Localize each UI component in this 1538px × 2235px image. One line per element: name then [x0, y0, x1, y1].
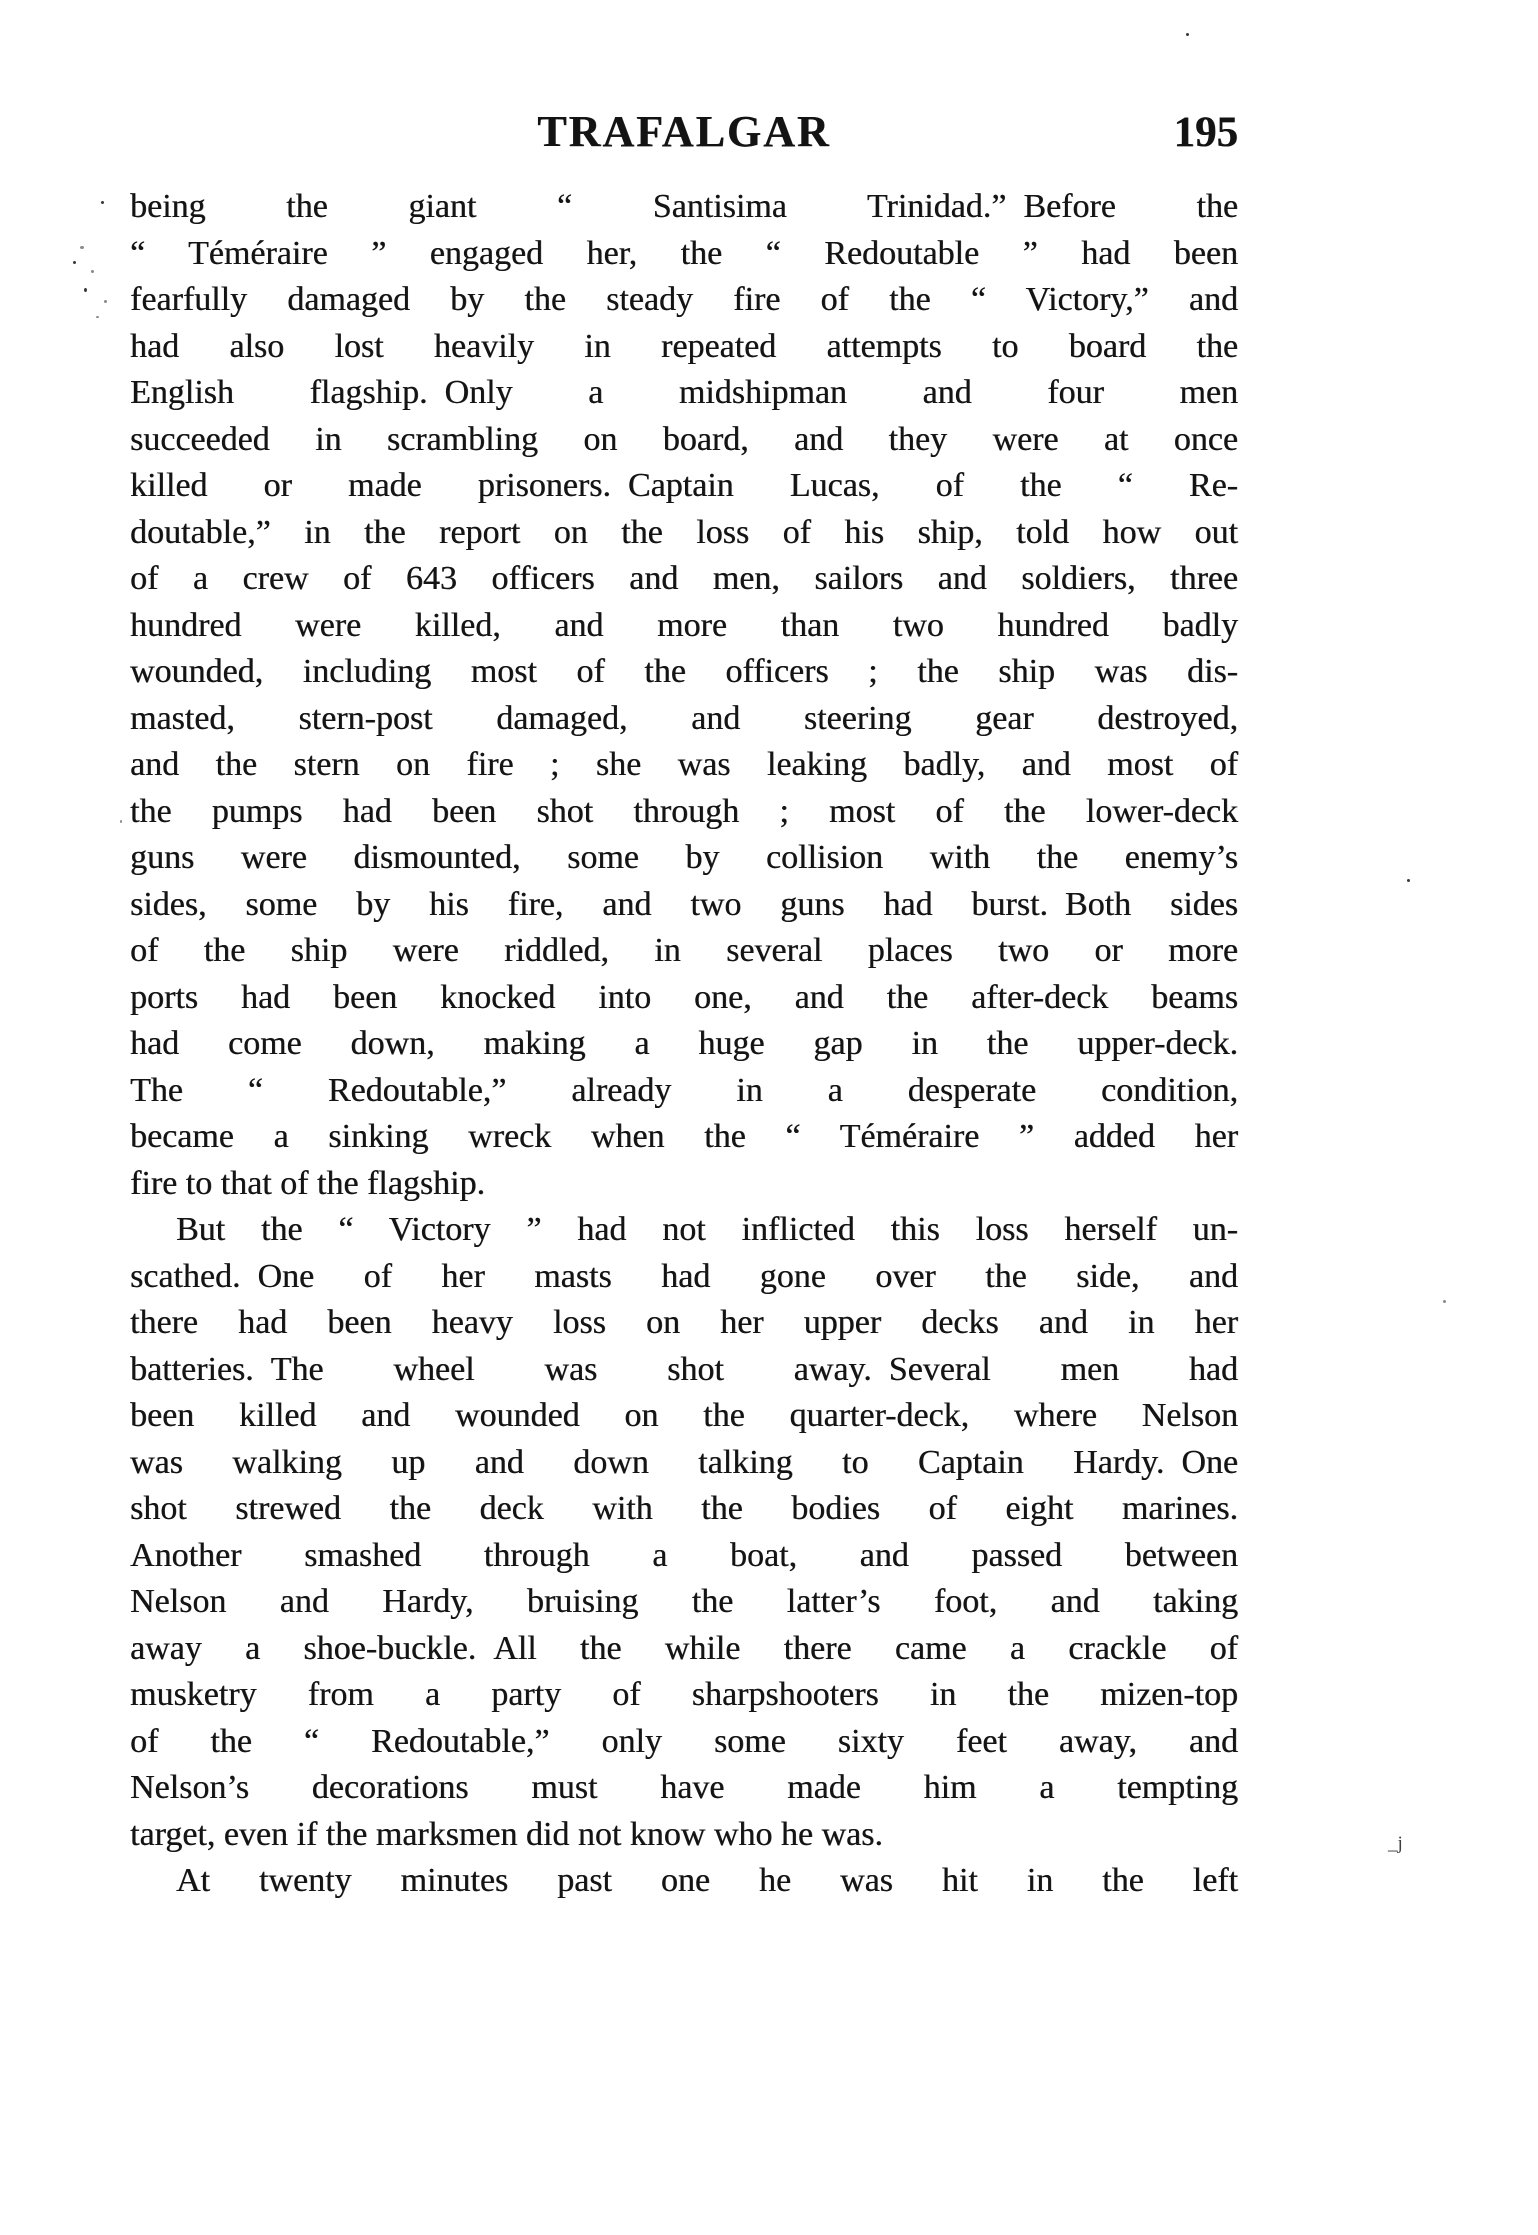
text-line: being the giant “ Santisima Trinidad.” Before the — [130, 188, 1238, 225]
paragraph — [130, 1207, 1238, 1858]
text-line: target, even if the marksmen did not know who he was. — [130, 1815, 883, 1853]
text-line: “ Téméraire ” engaged her, the “ Redoutable ” had been — [130, 234, 1238, 272]
page-header — [130, 106, 1238, 158]
text-line: guns were dismounted, some by collision with the enemy’s — [130, 839, 1238, 876]
ink-speck — [1186, 33, 1189, 36]
text-line: was walking up and down talking to Captain Hardy. One — [130, 1443, 1238, 1481]
text-line: masted, stern-post damaged, and steering gear destroyed, — [130, 699, 1238, 737]
paragraph — [130, 1858, 1238, 1905]
running-head: TRAFALGAR — [537, 107, 831, 156]
text-line: ports had been knocked into one, and the after-deck beams — [130, 978, 1238, 1016]
ink-speck — [96, 316, 99, 318]
text-line: doutable,” in the report on the loss of his ship, told how out — [130, 513, 1238, 551]
text-line: But the “ Victory ” had not inflicted this loss herself un- — [176, 1211, 1238, 1248]
text-line: musketry from a party of sharpshooters in the mizen-top — [130, 1676, 1238, 1713]
text-line: fire to that of the flagship. — [130, 1164, 486, 1202]
ink-speck — [104, 300, 107, 303]
text-line: away a shoe-buckle. All the while there came a crackle of — [130, 1629, 1238, 1667]
text-line: killed or made prisoners. Captain Lucas, of the “ Re- — [130, 467, 1238, 504]
ink-speck — [80, 246, 84, 249]
text-line: At twenty minutes past one he was hit in the left — [176, 1862, 1238, 1899]
text-line: Another smashed through a boat, and passed between — [130, 1536, 1238, 1574]
ink-speck — [1407, 879, 1410, 882]
text-line: English flagship. Only a midshipman and four men — [130, 374, 1238, 411]
ink-speck — [91, 270, 94, 273]
text-line: of the ship were riddled, in several places two or more — [130, 932, 1238, 969]
text-line: there had been heavy loss on her upper decks and in her — [130, 1304, 1238, 1341]
text-line: succeeded in scrambling on board, and they were at once — [130, 420, 1238, 458]
ink-smudge-mark: _j — [1388, 1833, 1403, 1854]
text-line: the pumps had been shot through ; most of the lower-deck — [130, 792, 1238, 830]
paragraph — [130, 184, 1238, 1207]
text-line: Nelson and Hardy, bruising the latter’s foot, and taking — [130, 1583, 1238, 1620]
ink-speck — [1443, 1300, 1446, 1303]
text-line: of the “ Redoutable,” only some sixty feet away, and — [130, 1722, 1238, 1760]
text-line: fearfully damaged by the steady fire of the “ Victory,” and — [130, 281, 1238, 318]
text-line: scathed. One of her masts had gone over the side, and — [130, 1257, 1238, 1295]
text-line: of a crew of 643 officers and men, sailors and soldiers, three — [130, 560, 1238, 597]
text-line: batteries. The wheel was shot away. Several men had — [130, 1350, 1238, 1388]
text-line: hundred were killed, and more than two hundred badly — [130, 606, 1238, 644]
ink-speck — [84, 288, 87, 292]
text-line: The “ Redoutable,” already in a desperate condition, — [130, 1071, 1238, 1109]
text-line: sides, some by his fire, and two guns had burst. Both sides — [130, 885, 1238, 923]
page-number: 195 — [1173, 109, 1238, 156]
ink-speck — [120, 820, 122, 823]
text-line: had come down, making a huge gap in the upper-deck. — [130, 1025, 1238, 1062]
page-body — [130, 184, 1238, 1905]
text-line: wounded, including most of the officers ; the ship was dis- — [130, 653, 1238, 690]
text-line: shot strewed the deck with the bodies of eight marines. — [130, 1490, 1238, 1527]
text-line: and the stern on fire ; she was leaking badly, and most of — [130, 746, 1238, 783]
text-line: Nelson’s decorations must have made him a tempting — [130, 1769, 1238, 1806]
text-line: been killed and wounded on the quarter-deck, where Nelson — [130, 1397, 1238, 1434]
ink-speck — [101, 201, 104, 204]
ink-speck — [73, 261, 76, 264]
text-line: had also lost heavily in repeated attempts to board the — [130, 327, 1238, 365]
text-line: became a sinking wreck when the “ Téméraire ” added her — [130, 1118, 1238, 1155]
